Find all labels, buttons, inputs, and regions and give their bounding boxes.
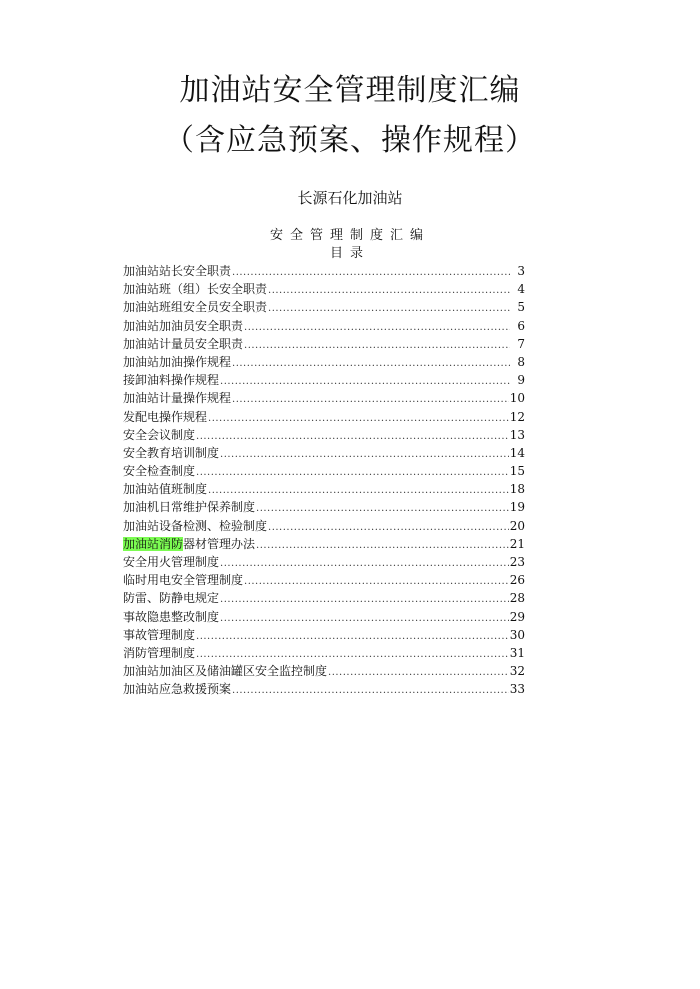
toc-dot-leader	[268, 519, 509, 537]
toc-entry-label: 防雷、防静电规定	[123, 591, 220, 606]
toc-entry[interactable]	[123, 262, 525, 280]
toc-entry[interactable]	[123, 571, 525, 589]
toc-entry[interactable]	[123, 353, 525, 371]
toc-dot-leader	[268, 300, 510, 318]
toc-entry-page: 13	[509, 427, 525, 442]
toc-entry[interactable]	[123, 335, 525, 353]
toc-entry[interactable]	[123, 553, 525, 571]
toc-dot-leader	[196, 464, 509, 482]
toc-dot-leader	[268, 282, 510, 300]
toc-entry-label: 临时用电安全管理制度	[123, 573, 244, 588]
toc-dot-leader	[244, 319, 510, 337]
toc-dot-leader	[232, 682, 509, 700]
toc-entry[interactable]	[123, 626, 525, 644]
toc-entry-label: 加油站班（组）长安全职责	[123, 282, 268, 297]
toc-entry[interactable]	[123, 608, 525, 626]
toc-entry-label: 加油站站长安全职责	[123, 264, 232, 278]
organization-name: 长源石化加油站	[297, 189, 403, 207]
toc-entry[interactable]	[123, 680, 525, 698]
toc-dot-leader	[220, 591, 509, 609]
toc-entry[interactable]	[123, 644, 525, 662]
toc-entry-page: 14	[509, 445, 525, 460]
toc-entry-label: 事故管理制度	[123, 627, 196, 642]
toc-entry-page: 29	[509, 609, 525, 624]
toc-entry-label: 加油站设备检测、检验制度	[123, 518, 268, 533]
toc-entry[interactable]	[123, 480, 525, 498]
toc-entry-label: 接卸油料操作规程	[123, 373, 220, 388]
toc-dot-leader	[232, 264, 510, 282]
toc-entry[interactable]	[123, 517, 525, 535]
toc-entry-label-rest: 器材管理办法	[183, 536, 256, 551]
toc-entry-label: 加油站班组安全员安全职责	[123, 300, 268, 315]
toc-entry[interactable]	[123, 535, 525, 553]
document-subtitle: （含应急预案、操作规程）	[164, 123, 536, 158]
toc-entry-label: 安全检查制度	[123, 464, 196, 479]
toc-dot-leader	[208, 410, 509, 428]
toc-entry[interactable]	[123, 589, 525, 607]
toc-dot-leader	[220, 446, 509, 464]
toc-entry-label: 加油站值班制度	[123, 482, 208, 497]
toc-entry[interactable]	[123, 444, 525, 462]
toc-entry-page: 18	[509, 482, 525, 497]
toc-dot-leader	[256, 537, 509, 555]
toc-entry-label: 事故隐患整改制度	[123, 609, 220, 624]
toc-dot-leader	[220, 373, 510, 391]
toc-entry-label	[123, 535, 255, 553]
toc-entry-label: 发配电操作规程	[123, 409, 208, 424]
toc-entry-page: 19	[509, 500, 525, 515]
toc-entry[interactable]	[123, 371, 525, 389]
toc-entry-page: 30	[509, 627, 525, 642]
toc-entry[interactable]	[123, 462, 525, 480]
toc-entry-page: 9	[517, 373, 525, 388]
toc-entry-label: 加油站计量员安全职责	[123, 336, 244, 351]
toc-dot-leader	[256, 500, 509, 518]
toc-subheading: 目录	[329, 246, 370, 261]
toc-entry-page: 12	[509, 409, 525, 424]
toc-dot-leader	[244, 573, 509, 591]
toc-dot-leader	[244, 337, 510, 355]
toc-entry-label: 加油站加油操作规程	[123, 354, 232, 369]
toc-entry-page: 23	[509, 555, 525, 569]
toc-entry-page: 28	[509, 591, 525, 606]
toc-entry-page: 8	[517, 354, 525, 369]
toc-entry-page: 6	[517, 318, 525, 333]
toc-entry[interactable]	[123, 298, 525, 316]
toc-entry-label: 加油站应急救援预案	[123, 682, 232, 697]
search-highlight: 加油站消防	[123, 536, 184, 551]
toc-entry-page: 33	[509, 682, 525, 697]
toc-dot-leader	[196, 428, 509, 446]
toc-dot-leader	[232, 355, 510, 373]
toc-entry[interactable]	[123, 280, 525, 298]
toc-entry-page: 7	[517, 336, 525, 351]
toc-entry-label: 加油站加油区及储油罐区安全监控制度	[123, 664, 328, 679]
toc-dot-leader	[232, 391, 509, 409]
toc-entry[interactable]	[123, 662, 525, 680]
toc-dot-leader	[196, 628, 509, 646]
toc-entry[interactable]	[123, 317, 525, 335]
toc-entry-label: 加油机日常维护保养制度	[123, 500, 256, 515]
toc-heading: 安全管理制度汇编	[269, 228, 430, 243]
toc-entry-label: 加油站计量操作规程	[123, 391, 232, 406]
toc-entry-page: 31	[509, 645, 525, 660]
toc-entry-label: 安全会议制度	[123, 427, 196, 442]
toc-entry-label: 消防管理制度	[123, 645, 196, 660]
toc-entry-label: 安全用火管理制度	[123, 555, 220, 569]
toc-entry[interactable]	[123, 389, 525, 407]
toc-entry-page: 32	[509, 664, 525, 679]
toc-entry-page: 20	[509, 518, 525, 533]
toc-entry-page: 10	[509, 391, 525, 406]
toc-entry-label: 安全教育培训制度	[123, 445, 220, 460]
toc-entry-page: 3	[517, 264, 525, 278]
toc-entry-page: 26	[509, 573, 525, 588]
table-of-contents	[123, 262, 525, 699]
toc-dot-leader	[220, 610, 509, 628]
toc-entry-page: 4	[517, 282, 525, 297]
toc-entry-label: 加油站加油员安全职责	[123, 318, 244, 333]
document-title: 加油站安全管理制度汇编	[179, 73, 521, 108]
toc-dot-leader	[328, 664, 509, 682]
toc-entry-page: 21	[509, 536, 525, 551]
toc-entry-page: 15	[509, 464, 525, 479]
toc-entry-page: 5	[517, 300, 525, 315]
toc-entry[interactable]	[123, 408, 525, 426]
toc-entry[interactable]	[123, 498, 525, 516]
toc-dot-leader	[220, 555, 509, 573]
toc-entry[interactable]	[123, 426, 525, 444]
